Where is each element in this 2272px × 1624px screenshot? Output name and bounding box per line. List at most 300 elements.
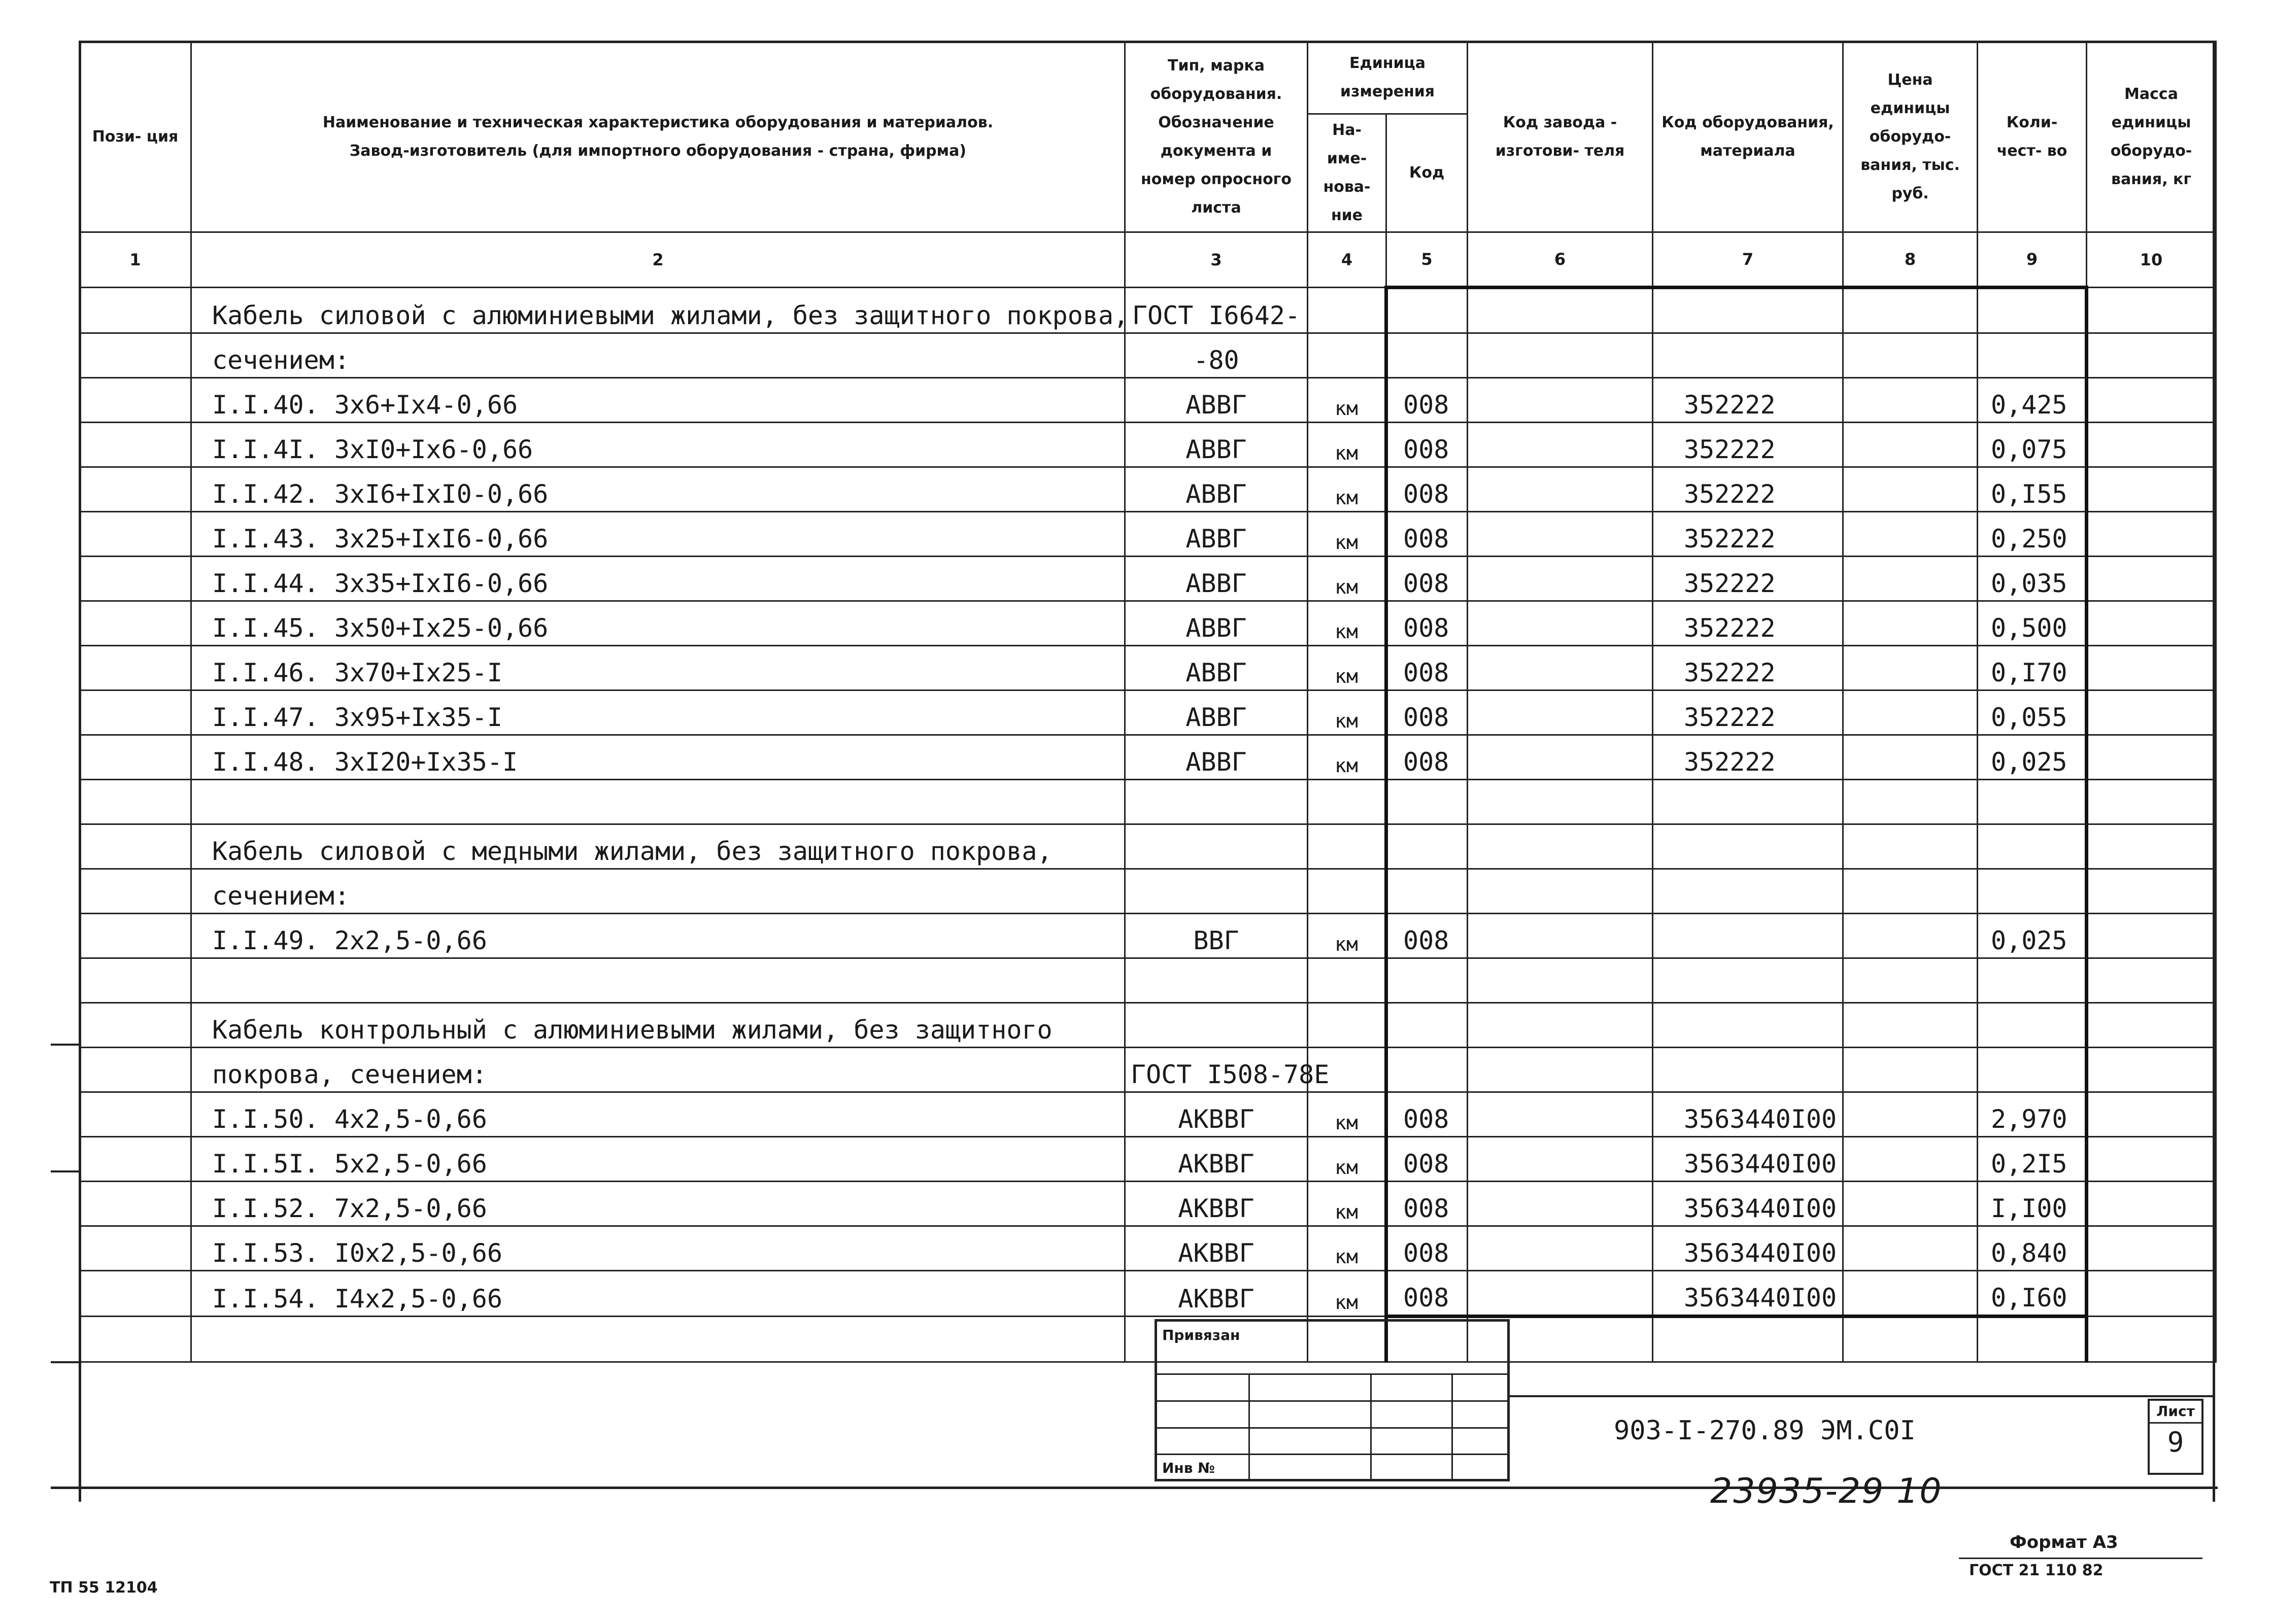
cell-empty [1843, 1182, 1978, 1226]
table-row [80, 1226, 2216, 1271]
cell-name: I.I.40. 3х6+Iх4-0,66 [191, 378, 1125, 423]
cell-type [1125, 958, 1308, 1003]
cell-empty [1843, 914, 1978, 958]
margin-tick [51, 1170, 79, 1172]
specification-table [79, 41, 2217, 1363]
cell-empty [80, 467, 191, 512]
header-quantity: Коли- чест- во [1978, 42, 2087, 232]
cell-qty: 0,075 [1978, 423, 2087, 467]
header-mass: Масса единицы оборудо- вания, кг [2087, 42, 2216, 232]
cell-qty [1978, 288, 2087, 333]
cell-code [1386, 333, 1468, 378]
cell-empty [2087, 378, 2216, 423]
cell-empty [2087, 1271, 2216, 1317]
cell-empty [1468, 690, 1653, 735]
stamp-attached-label: Привязан [1162, 1327, 1240, 1343]
column-number: 8 [1843, 232, 1978, 288]
cell-empty [1468, 914, 1653, 958]
header-name-line1: Наименование и техническая характеристика оборудования и материалов. [322, 113, 994, 131]
cell-qty: 0,035 [1978, 557, 2087, 601]
table-row [80, 869, 2216, 914]
cell-type: АВВГ [1125, 557, 1308, 601]
cell-empty [1843, 1317, 1978, 1362]
cell-unit: км [1308, 1182, 1386, 1226]
handwritten-number: 23935-29 10 [1710, 1471, 1943, 1511]
cell-empty [80, 735, 191, 780]
cell-empty [2087, 646, 2216, 690]
cell-empty [2087, 914, 2216, 958]
cell-type: АКВВГ [1125, 1226, 1308, 1271]
header-unit-group: Единица измерения [1308, 42, 1468, 114]
cell-name: I.I.54. I4х2,5-0,66 [191, 1271, 1125, 1317]
column-number: 10 [2087, 232, 2216, 288]
cell-empty [1468, 1048, 1653, 1092]
cell-code [1386, 824, 1468, 869]
cell-empty [1468, 1182, 1653, 1226]
cell-name: I.I.48. 3хI20+Iх35-I [191, 735, 1125, 780]
cell-type: АВВГ [1125, 690, 1308, 735]
cell-empty [80, 1271, 191, 1317]
cell-empty [2087, 1003, 2216, 1048]
cell-type [1125, 869, 1308, 914]
cell-empty [2087, 824, 2216, 869]
cell-type: АВВГ [1125, 467, 1308, 512]
cell-empty [1843, 1048, 1978, 1092]
cell-mat [1653, 780, 1843, 824]
cell-empty [80, 914, 191, 958]
cell-empty [80, 1048, 191, 1092]
cell-name: I.I.44. 3х35+IхI6-0,66 [191, 557, 1125, 601]
cell-unit: км [1308, 690, 1386, 735]
cell-empty [80, 690, 191, 735]
cell-qty [1978, 333, 2087, 378]
cell-code: 008 [1386, 1137, 1468, 1182]
cell-unit: км [1308, 423, 1386, 467]
cell-empty [2087, 1317, 2216, 1362]
cell-mat: 352222 [1653, 646, 1843, 690]
cell-name: I.I.42. 3хI6+IхI0-0,66 [191, 467, 1125, 512]
stamp-line [1157, 1373, 1507, 1375]
column-number: 1 [80, 232, 191, 288]
table-row [80, 914, 2216, 958]
header-position: Пози- ция [80, 42, 191, 232]
header-equipment-code: Код оборудования, материала [1653, 42, 1843, 232]
cell-empty [1468, 780, 1653, 824]
cell-qty [1978, 1317, 2087, 1362]
table-row [80, 557, 2216, 601]
cell-empty [1843, 958, 1978, 1003]
column-number: 3 [1125, 232, 1308, 288]
cell-type: АВВГ [1125, 378, 1308, 423]
table-row [80, 1137, 2216, 1182]
stamp-divider [1248, 1373, 1250, 1479]
cell-unit: км [1308, 512, 1386, 557]
cell-mat: 352222 [1653, 378, 1843, 423]
cell-empty [80, 288, 191, 333]
cell-qty [1978, 869, 2087, 914]
cell-code: 008 [1386, 1226, 1468, 1271]
cell-empty [1468, 1137, 1653, 1182]
tp-code: ТП 55 12104 [50, 1579, 158, 1597]
cell-unit: км [1308, 467, 1386, 512]
cell-unit: км [1308, 557, 1386, 601]
cell-empty [2087, 690, 2216, 735]
cell-empty [1843, 690, 1978, 735]
cell-mat [1653, 1317, 1843, 1362]
cell-empty [1468, 378, 1653, 423]
table-row [80, 601, 2216, 646]
table-row [80, 512, 2216, 557]
cell-type: -80 [1125, 333, 1308, 378]
cell-name: I.I.4I. 3хI0+Iх6-0,66 [191, 423, 1125, 467]
cell-name: I.I.47. 3х95+Iх35-I [191, 690, 1125, 735]
cell-type: АВВГ [1125, 735, 1308, 780]
cell-mat: 352222 [1653, 512, 1843, 557]
cell-empty [1468, 288, 1653, 333]
cell-code: 008 [1386, 690, 1468, 735]
cell-mat [1653, 914, 1843, 958]
cell-empty [80, 1003, 191, 1048]
cell-type: АКВВГ [1125, 1271, 1308, 1317]
cell-empty [80, 601, 191, 646]
cell-empty [1468, 467, 1653, 512]
cell-unit [1308, 780, 1386, 824]
cell-unit: км [1308, 1271, 1386, 1317]
cell-empty [1468, 333, 1653, 378]
cell-name: сечением: [191, 333, 1125, 378]
margin-tick [51, 1044, 79, 1046]
table-row [80, 288, 2216, 333]
cell-qty: 0,025 [1978, 914, 2087, 958]
cell-code [1386, 1003, 1468, 1048]
stamp-line [1157, 1427, 1507, 1429]
cell-type [1125, 1003, 1308, 1048]
cell-empty [2087, 1048, 2216, 1092]
cell-unit [1308, 824, 1386, 869]
cell-unit [1308, 869, 1386, 914]
cell-empty [2087, 735, 2216, 780]
cell-mat [1653, 333, 1843, 378]
cell-qty: 0,840 [1978, 1226, 2087, 1271]
cell-empty [1468, 557, 1653, 601]
cell-empty [1843, 288, 1978, 333]
cell-empty [1843, 467, 1978, 512]
cell-mat: 3563440I00 [1653, 1182, 1843, 1226]
cell-empty [80, 1182, 191, 1226]
sheet-label: Лист [2150, 1401, 2201, 1424]
format-label: Формат А3 [2010, 1532, 2118, 1552]
cell-empty [1468, 512, 1653, 557]
cell-unit [1308, 958, 1386, 1003]
cell-empty [1843, 601, 1978, 646]
sheet-number: 9 [2167, 1426, 2184, 1458]
table-row [80, 1048, 2216, 1092]
header-price: Цена единицы оборудо- вания, тыс. руб. [1843, 42, 1978, 232]
cell-empty [1843, 869, 1978, 914]
cell-empty [2087, 333, 2216, 378]
cell-type: АВВГ [1125, 423, 1308, 467]
cell-code [1386, 780, 1468, 824]
cell-mat [1653, 1003, 1843, 1048]
header-name [191, 42, 1125, 232]
cell-qty: 0,025 [1978, 735, 2087, 780]
cell-code: 008 [1386, 1092, 1468, 1137]
gost-footer: ГОСТ 21 110 82 [1969, 1562, 2104, 1579]
document-number: 903-I-270.89 ЭМ.С0I [1614, 1415, 1916, 1446]
cell-qty: I,I00 [1978, 1182, 2087, 1226]
cell-empty [1843, 824, 1978, 869]
cell-code: 008 [1386, 557, 1468, 601]
cell-empty [80, 646, 191, 690]
cell-mat: 352222 [1653, 690, 1843, 735]
cell-name: сечением: [191, 869, 1125, 914]
cell-mat: 352222 [1653, 423, 1843, 467]
header-name-line2: Завод-изготовитель (для импортного оборудования - страна, фирма) [349, 142, 967, 160]
cell-type: ВВГ [1125, 914, 1308, 958]
cell-empty [1843, 1003, 1978, 1048]
cell-code: 008 [1386, 512, 1468, 557]
cell-empty [80, 1317, 191, 1362]
cell-name [191, 958, 1125, 1003]
cell-name: покрова, сечением: [191, 1048, 1125, 1092]
cell-empty [80, 423, 191, 467]
table-row [80, 646, 2216, 690]
cell-name: I.I.50. 4х2,5-0,66 [191, 1092, 1125, 1137]
cell-qty: 0,I55 [1978, 467, 2087, 512]
cell-empty [2087, 1137, 2216, 1182]
cell-name: Кабель силовой с алюминиевыми жилами, без защитного покрова, [191, 288, 1125, 333]
title-block-line [1510, 1395, 2215, 1397]
cell-empty [1843, 735, 1978, 780]
cell-name: I.I.46. 3х70+Iх25-I [191, 646, 1125, 690]
cell-empty [2087, 467, 2216, 512]
cell-qty: 0,250 [1978, 512, 2087, 557]
cell-name: Кабель контрольный с алюминиевыми жилами, без защитного [191, 1003, 1125, 1048]
cell-type [1125, 780, 1308, 824]
cell-code: 008 [1386, 1182, 1468, 1226]
cell-type: АКВВГ [1125, 1092, 1308, 1137]
cell-code: 008 [1386, 735, 1468, 780]
cell-name: I.I.43. 3х25+IхI6-0,66 [191, 512, 1125, 557]
cell-empty [2087, 780, 2216, 824]
cell-empty [80, 1137, 191, 1182]
cell-empty [1468, 423, 1653, 467]
cell-empty [2087, 958, 2216, 1003]
specification-body [80, 288, 2216, 1362]
cell-empty [80, 1092, 191, 1137]
cell-mat: 352222 [1653, 601, 1843, 646]
column-number: 9 [1978, 232, 2087, 288]
cell-name [191, 780, 1125, 824]
column-number: 2 [191, 232, 1125, 288]
cell-empty [1468, 869, 1653, 914]
stamp-divider [1451, 1373, 1453, 1479]
cell-name: Кабель силовой с медными жилами, без защитного покрова, [191, 824, 1125, 869]
table-row [80, 333, 2216, 378]
cell-empty [80, 378, 191, 423]
cell-empty [80, 780, 191, 824]
cell-code: 008 [1386, 378, 1468, 423]
cell-empty [1468, 1003, 1653, 1048]
header-unit-code: Код [1386, 114, 1468, 232]
cell-type: АКВВГ [1125, 1182, 1308, 1226]
table-row [80, 690, 2216, 735]
cell-mat [1653, 958, 1843, 1003]
cell-qty: 2,970 [1978, 1092, 2087, 1137]
cell-code: 008 [1386, 601, 1468, 646]
cell-qty: 0,425 [1978, 378, 2087, 423]
header-type: Тип, марка оборудования. Обозначение документа и номер опросного листа [1125, 42, 1308, 232]
cell-mat: 352222 [1653, 735, 1843, 780]
stamp-inventory-label: Инв № [1162, 1460, 1215, 1476]
cell-empty [80, 824, 191, 869]
cell-mat: 3563440I00 [1653, 1092, 1843, 1137]
cell-qty: 0,500 [1978, 601, 2087, 646]
cell-empty [1843, 423, 1978, 467]
column-numbers-row [80, 232, 2216, 288]
cell-mat: 3563440I00 [1653, 1271, 1843, 1317]
cell-type: ГОСТ I508-78Е [1125, 1048, 1308, 1092]
cell-empty [2087, 869, 2216, 914]
cell-type: ГОСТ I6642- [1125, 288, 1308, 333]
table-row [80, 1092, 2216, 1137]
cell-empty [2087, 557, 2216, 601]
cell-qty: 0,055 [1978, 690, 2087, 735]
cell-empty [1843, 378, 1978, 423]
table-row [80, 824, 2216, 869]
cell-code: 008 [1386, 1271, 1468, 1317]
cell-qty: 0,I60 [1978, 1271, 2087, 1317]
cell-unit: км [1308, 735, 1386, 780]
cell-unit: км [1308, 1226, 1386, 1271]
cell-qty: 0,2I5 [1978, 1137, 2087, 1182]
column-number: 5 [1386, 232, 1468, 288]
cell-code: 008 [1386, 914, 1468, 958]
cell-mat: 3563440I00 [1653, 1226, 1843, 1271]
cell-name: I.I.52. 7х2,5-0,66 [191, 1182, 1125, 1226]
cell-empty [1843, 557, 1978, 601]
table-row [80, 735, 2216, 780]
table-row [80, 1317, 2216, 1362]
cell-mat [1653, 288, 1843, 333]
cell-empty [1843, 780, 1978, 824]
cell-unit [1308, 333, 1386, 378]
approval-stamp [1155, 1319, 1510, 1481]
cell-type: АКВВГ [1125, 1137, 1308, 1182]
header-unit-name: На- име- нова- ние [1308, 114, 1386, 232]
cell-empty [80, 958, 191, 1003]
cell-qty [1978, 780, 2087, 824]
table-row [80, 378, 2216, 423]
cell-empty [1468, 958, 1653, 1003]
cell-code [1386, 1048, 1468, 1092]
cell-empty [2087, 423, 2216, 467]
cell-name: I.I.49. 2х2,5-0,66 [191, 914, 1125, 958]
cell-empty [80, 557, 191, 601]
cell-code: 008 [1386, 467, 1468, 512]
cell-empty [80, 333, 191, 378]
cell-empty [2087, 1182, 2216, 1226]
cell-empty [1843, 333, 1978, 378]
table-row [80, 423, 2216, 467]
stamp-divider [1370, 1373, 1372, 1479]
cell-empty [1843, 1092, 1978, 1137]
cell-mat: 352222 [1653, 557, 1843, 601]
cell-qty [1978, 1003, 2087, 1048]
stamp-line [1157, 1454, 1507, 1455]
cell-empty [80, 869, 191, 914]
cell-code: 008 [1386, 423, 1468, 467]
cell-empty [2087, 1092, 2216, 1137]
margin-tick [51, 1361, 79, 1363]
cell-code [1386, 958, 1468, 1003]
cell-empty [1843, 512, 1978, 557]
cell-empty [1843, 1271, 1978, 1317]
table-row [80, 467, 2216, 512]
cell-type: АВВГ [1125, 646, 1308, 690]
cell-qty: 0,I70 [1978, 646, 2087, 690]
cell-empty [1468, 1226, 1653, 1271]
cell-qty [1978, 824, 2087, 869]
cell-empty [80, 1226, 191, 1271]
table-row [80, 1271, 2216, 1317]
cell-type: АВВГ [1125, 601, 1308, 646]
cell-empty [1468, 735, 1653, 780]
cell-unit: км [1308, 378, 1386, 423]
cell-mat: 352222 [1653, 467, 1843, 512]
cell-empty [1843, 1226, 1978, 1271]
cell-unit: км [1308, 1137, 1386, 1182]
cell-mat: 3563440I00 [1653, 1137, 1843, 1182]
cell-code: 008 [1386, 646, 1468, 690]
sheet-box [2148, 1399, 2203, 1475]
cell-unit: км [1308, 1092, 1386, 1137]
cell-empty [1843, 1137, 1978, 1182]
cell-empty [1843, 646, 1978, 690]
header-factory-code: Код завода - изготови- теля [1468, 42, 1653, 232]
cell-mat [1653, 1048, 1843, 1092]
table-row [80, 1182, 2216, 1226]
table-row [80, 958, 2216, 1003]
cell-name: I.I.5I. 5х2,5-0,66 [191, 1137, 1125, 1182]
cell-unit: км [1308, 914, 1386, 958]
cell-name: I.I.53. I0х2,5-0,66 [191, 1226, 1125, 1271]
cell-empty [1468, 601, 1653, 646]
cell-mat [1653, 824, 1843, 869]
table-row [80, 780, 2216, 824]
cell-type [1125, 824, 1308, 869]
stamp-line [1157, 1400, 1507, 1402]
cell-name [191, 1317, 1125, 1362]
cell-qty [1978, 958, 2087, 1003]
cell-empty [2087, 1226, 2216, 1271]
cell-unit: км [1308, 646, 1386, 690]
cell-qty [1978, 1048, 2087, 1092]
cell-empty [1468, 646, 1653, 690]
footer-rule [1959, 1558, 2202, 1559]
cell-code [1386, 869, 1468, 914]
cell-empty [2087, 512, 2216, 557]
cell-empty [2087, 601, 2216, 646]
cell-unit [1308, 1003, 1386, 1048]
cell-type: АВВГ [1125, 512, 1308, 557]
cell-empty [1468, 824, 1653, 869]
column-number: 4 [1308, 232, 1386, 288]
cell-code [1386, 288, 1468, 333]
table-row [80, 1003, 2216, 1048]
cell-name: I.I.45. 3х50+Iх25-0,66 [191, 601, 1125, 646]
cell-unit: км [1308, 601, 1386, 646]
